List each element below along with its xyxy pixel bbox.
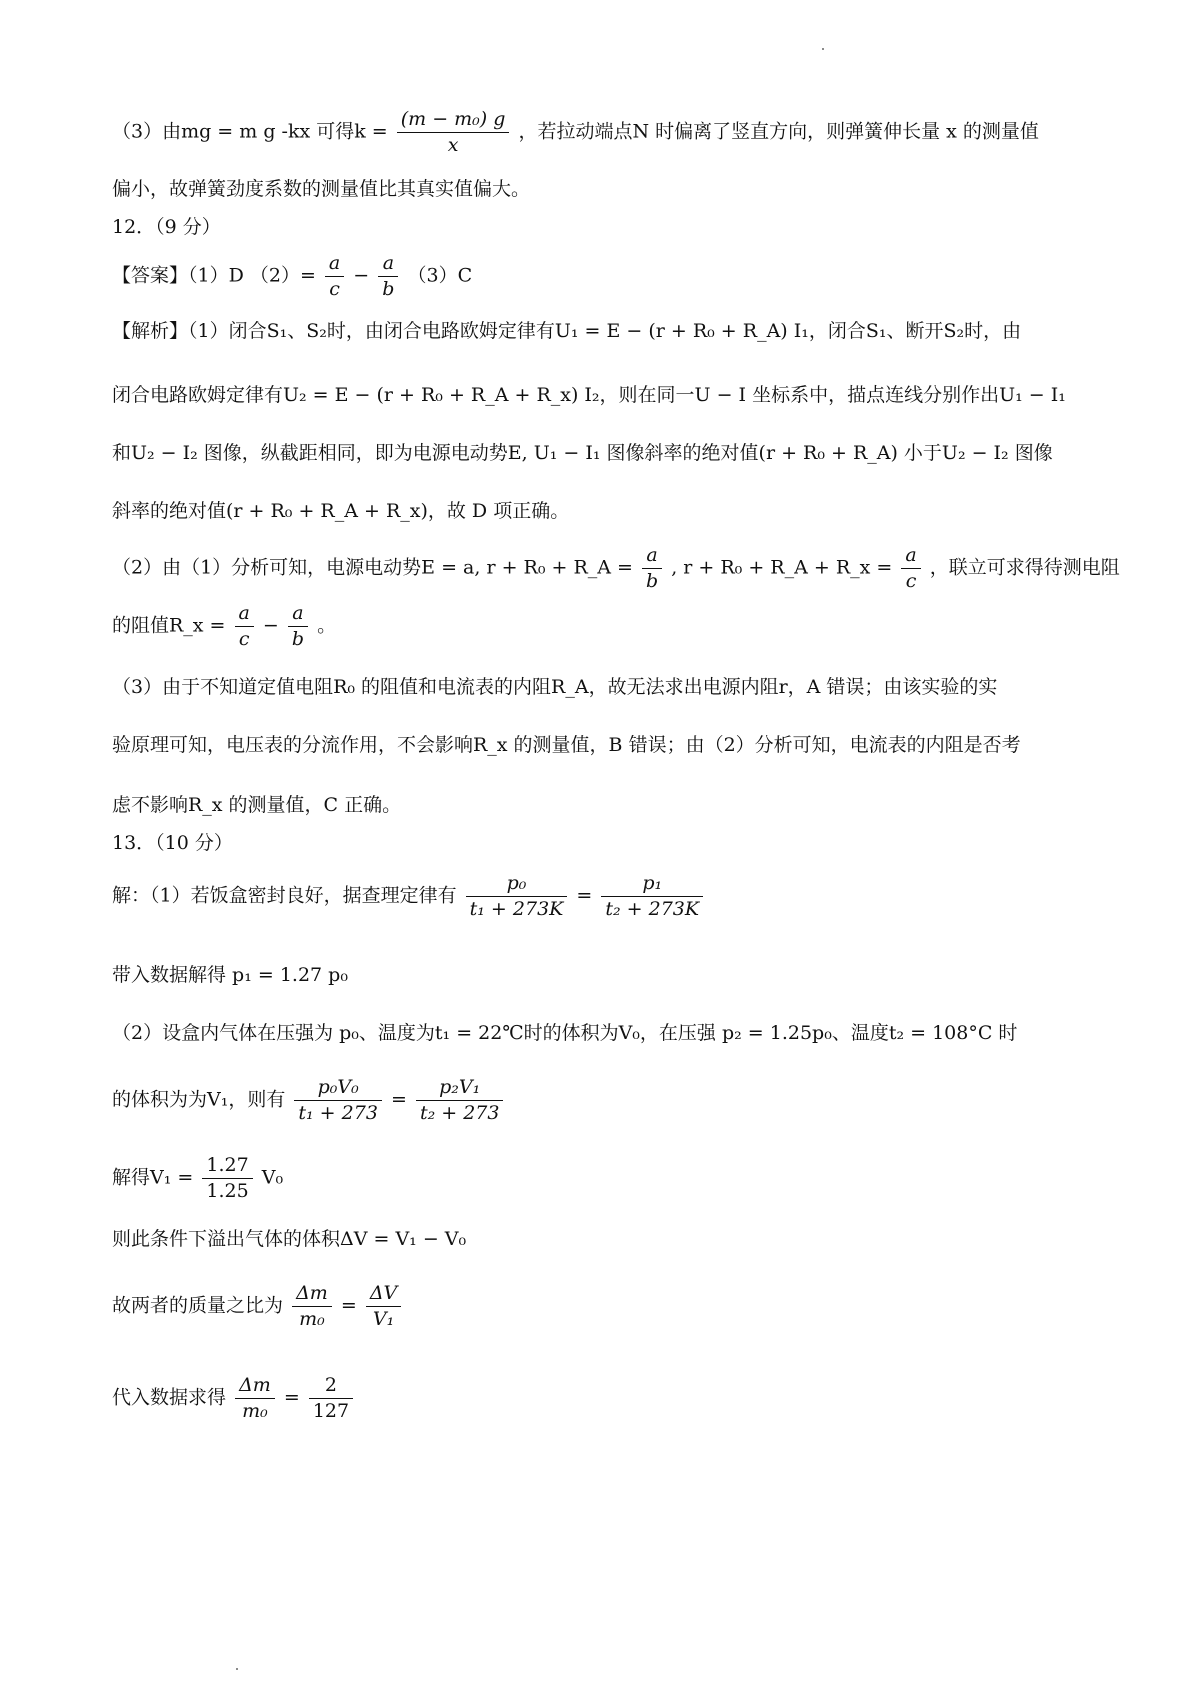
line-text: 解得V₁ = [112, 1166, 194, 1189]
line-text: V₀ [261, 1166, 284, 1189]
paragraph-line [112, 110, 1039, 155]
fraction [466, 874, 568, 919]
fraction [642, 546, 662, 591]
operator: , r + R₀ + R_A + R_x = [671, 556, 893, 579]
paragraph-line [112, 874, 706, 919]
fraction-denominator: c [235, 626, 254, 649]
fraction-numerator: a [292, 602, 304, 624]
fraction [294, 1078, 382, 1123]
paragraph-line: 则此条件下溢出气体的体积ΔV = V₁ − V₀ [112, 1228, 467, 1250]
fraction [901, 546, 920, 591]
fraction [378, 254, 398, 299]
paragraph-line: 【解析】（1）闭合S₁、S₂时，由闭合电路欧姆定律有U₁ = E − (r + R₀ + R_A) I₁，闭合S₁、断开S₂时，由 [112, 320, 1022, 342]
fraction [601, 874, 703, 919]
fraction-denominator: m₀ [292, 1306, 332, 1329]
paragraph-line [112, 546, 1120, 591]
fraction-numerator: a [238, 602, 250, 624]
line-text: （3）C [407, 264, 473, 287]
fraction-numerator: 2 [324, 1374, 337, 1396]
line-text: 。 [317, 614, 337, 637]
fraction-numerator: a [646, 544, 658, 566]
scan-speck [822, 48, 824, 50]
fraction [202, 1156, 252, 1201]
fraction [397, 110, 510, 155]
line-text: 【答案】（1）D （2）= [112, 264, 316, 287]
question-heading: 13．（10 分） [112, 832, 233, 854]
fraction [325, 254, 344, 299]
scan-speck [236, 1668, 238, 1670]
line-text: 代入数据求得 [112, 1386, 227, 1409]
line-text: 的体积为为V₁，则有 [112, 1088, 286, 1111]
line-text: 的阻值R_x = [112, 614, 226, 637]
paragraph-line: 验原理可知，电压表的分流作用，不会影响R_x 的测量值，B 错误；由（2）分析可知，电流表的内阻是否考 [112, 734, 1021, 756]
fraction [309, 1376, 353, 1421]
line-text: ，若拉动端点N 时偏离了竖直方向，则弹簧伸长量 x 的测量值 [518, 120, 1039, 143]
question-heading: 12．（9 分） [112, 216, 221, 238]
fraction [292, 1284, 332, 1329]
fraction-numerator: a [905, 544, 917, 566]
paragraph-line: （2）设盒内气体在压强为 p₀、温度为t₁ = 22℃时的体积为V₀，在压强 p₂ = 1.25p₀、温度t₂ = 108°C 时 [112, 1022, 1018, 1044]
line-text: （3）由mg = m g -kx 可得k = [112, 120, 388, 143]
fraction-denominator: b [642, 568, 662, 591]
fraction-numerator: a [382, 252, 395, 274]
fraction-numerator: p₀ [506, 872, 527, 894]
fraction-numerator: Δm [296, 1282, 328, 1304]
fraction [416, 1078, 504, 1123]
fraction-denominator: b [378, 276, 398, 299]
paragraph-line: （3）由于不知道定值电阻R₀ 的阻值和电流表的内阻R_A，故无法求出电源内阻r，A 错误；由该实验的实 [112, 676, 998, 698]
fraction-numerator: 1.27 [206, 1154, 249, 1176]
operator: = [283, 1386, 300, 1409]
answer-line [112, 254, 472, 299]
operator: − [262, 614, 279, 637]
operator: − [353, 264, 370, 287]
fraction-denominator: t₁ + 273K [466, 896, 568, 919]
fraction [235, 604, 254, 649]
paragraph-line [112, 604, 336, 649]
paragraph-line [112, 1376, 356, 1421]
fraction [288, 604, 308, 649]
fraction [235, 1376, 275, 1421]
fraction-denominator: t₂ + 273 [416, 1100, 504, 1123]
fraction-numerator: p₁ [642, 872, 663, 894]
fraction-numerator: a [328, 252, 341, 274]
fraction-denominator: 127 [309, 1398, 353, 1421]
line-text: 解：（1）若饭盒密封良好，据查理定律有 [112, 884, 457, 907]
paragraph-line: 闭合电路欧姆定律有U₂ = E − (r + R₀ + R_A + R_x) I₂，则在同一U − I 坐标系中，描点连线分别作出U₁ − I₁ [112, 384, 1066, 406]
paragraph-line: 偏小，故弹簧劲度系数的测量值比其真实值偏大。 [112, 178, 531, 200]
paragraph-line [112, 1156, 283, 1201]
fraction-denominator: t₂ + 273K [601, 896, 703, 919]
fraction-numerator: ΔV [369, 1282, 398, 1304]
fraction [366, 1284, 401, 1329]
operator: = [390, 1088, 407, 1111]
paragraph-line: 和U₂ − I₂ 图像，纵截距相同，即为电源电动势E, U₁ − I₁ 图像斜率的绝对值(r + R₀ + R_A) 小于U₂ − I₂ 图像 [112, 442, 1053, 464]
fraction-denominator: c [901, 568, 920, 591]
line-text: 故两者的质量之比为 [112, 1294, 284, 1317]
line-text: ，联立可求得待测电阻 [929, 556, 1120, 579]
operator: = [576, 884, 593, 907]
fraction-numerator: (m − m₀) g [400, 108, 506, 130]
paragraph-line [112, 1284, 404, 1329]
fraction-denominator: m₀ [235, 1398, 275, 1421]
fraction-denominator: V₁ [366, 1306, 401, 1329]
fraction-denominator: 1.25 [202, 1178, 252, 1201]
fraction-numerator: p₀V₀ [317, 1076, 359, 1098]
paragraph-line: 带入数据解得 p₁ = 1.27 p₀ [112, 964, 348, 986]
paragraph-line: 虑不影响R_x 的测量值，C 正确。 [112, 794, 402, 816]
fraction-numerator: Δm [239, 1374, 271, 1396]
fraction-denominator: c [325, 276, 344, 299]
fraction-denominator: b [288, 626, 308, 649]
operator: = [340, 1294, 357, 1317]
fraction-numerator: p₂V₁ [439, 1076, 481, 1098]
paragraph-line [112, 1078, 506, 1123]
fraction-denominator: t₁ + 273 [294, 1100, 382, 1123]
line-text: （2）由（1）分析可知，电源电动势E = a, r + R₀ + R_A = [112, 556, 633, 579]
paragraph-line: 斜率的绝对值(r + R₀ + R_A + R_x)，故 D 项正确。 [112, 500, 570, 522]
fraction-denominator: x [397, 132, 510, 155]
